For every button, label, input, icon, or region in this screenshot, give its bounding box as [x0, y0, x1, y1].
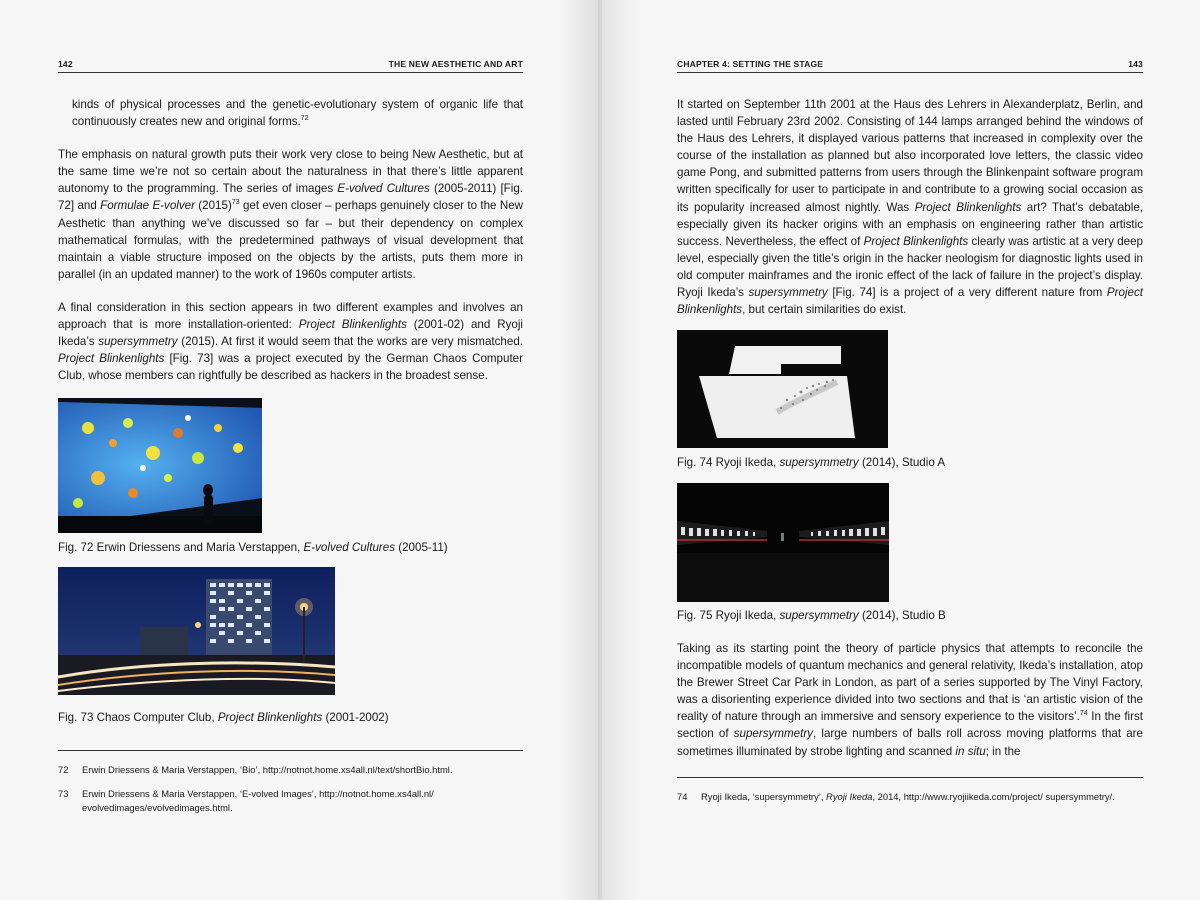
figure-74-caption [677, 455, 945, 470]
figure-74-image [677, 330, 888, 448]
header-rule [58, 72, 523, 73]
text-run: (2001-02) and Ryoji Ikeda’s [58, 318, 524, 349]
italic-run: Project Blinkenlights [58, 352, 165, 366]
footnotes [58, 763, 523, 825]
footnote-rule [58, 750, 523, 751]
italic-run: Project Blinkenlights [298, 318, 407, 332]
footnote-ref: 72 [300, 115, 309, 123]
text-run: , 2014, http://www.ryojiikeda.com/project/ supersymmetry/. [872, 791, 1115, 802]
footnote-text [701, 790, 1143, 805]
italic-run: supersymmetry [733, 727, 813, 741]
text-run: Taking as its starting point the theory of particle physics that attempts to reconcile the incompatible models of quantum mechanics and general relativity, Ikeda’s installation, atop the Brewer Street Car Park in London, as part of a series supported by The Vinyl Factory, was a disorienting experience divided into two sections and that is ‘an artistic vision of the reality of nature through an immersive and sensory experience to the visitors’. [677, 642, 1143, 724]
text-run: (2014), Studio B [858, 609, 946, 622]
figure-73-caption [58, 710, 389, 725]
gutter-shadow [560, 0, 600, 900]
text-run: Fig. 75 Ryoji Ikeda, [677, 609, 780, 622]
footnote [58, 787, 523, 816]
body-text [58, 96, 523, 400]
text-run: It started on September 11th 2001 at the Haus des Lehrers in Alexanderplatz, Berlin, and lasted until February 23rd 2002. Consisting of 144 lamps arranged behind the windows of the Haus des Lehrers, it displayed various patterns that increased in complexity over the course of the installation as planned but also incorporated love letters, the classic video game Pong, and submitted patterns from users through the Blinkenpaint software program written specifically for user to participate in and contribute to a growing social occasion as its popularity increased almost nightly. Was [677, 98, 1143, 214]
text-run: A final consideration in this section appears in two different examples and involves an approach that is more installation-oriented: [58, 300, 523, 332]
footnote-rule [677, 777, 1143, 778]
italic-run: E-volved Cultures [337, 182, 430, 196]
italic-run: Project Blinkenlights [217, 711, 323, 724]
text-run: (2014), Studio A [858, 456, 946, 469]
paragraph [72, 96, 523, 130]
figure-73-image [58, 567, 335, 695]
italic-run: supersymmetry [779, 456, 859, 469]
text-run: [Fig. 74] is a project of a very different nature from [827, 286, 1107, 300]
footnote-number: 74 [677, 791, 688, 802]
text-run: kinds of physical processes and the genetic-evolutionary system of organic life that continuously creates new and original forms. [72, 98, 523, 129]
figure-75-caption [677, 608, 946, 623]
paragraph [677, 96, 1143, 318]
paragraph [58, 146, 523, 283]
footnote-text: Erwin Driessens & Maria Verstappen, ‘Bio’, http://notnot.home.xs4all.nl/text/shortBio.html. [82, 764, 453, 775]
page-number: 142 [58, 59, 73, 69]
italic-run: E-volved Cultures [303, 541, 396, 554]
text-run: Fig. 73 Chaos Computer Club, [58, 711, 218, 724]
text-run: , large numbers of balls roll across moving platforms that are sometimes illuminated by strobe lighting and scanned [677, 727, 1143, 758]
footnote-number: 72 [58, 764, 69, 775]
footnote-ref: 74 [1079, 710, 1088, 718]
text-run: The emphasis on natural growth puts their work very close to being New Aesthetic, but at the same time we’re not so certain about the naturalness in that there’s little apparent autonomy to the programming. The series of images [58, 148, 523, 196]
italic-run: Project Blinkenlights [677, 286, 1143, 317]
running-title: THE NEW AESTHETIC AND ART [388, 59, 523, 69]
italic-run: Project Blinkenlights [863, 234, 969, 248]
footnote [677, 790, 1143, 805]
italic-run: Ryoji Ikeda [826, 791, 873, 802]
text-run: Ryoji Ikeda, ‘supersymmetry’, [701, 791, 827, 802]
right-page [602, 0, 1200, 900]
figure-72-image [58, 398, 262, 533]
footnotes [677, 790, 1143, 814]
body-text [677, 96, 1143, 334]
text-run: (2015). At first it would seem that the works are very mismatched. [177, 335, 523, 349]
left-page [0, 0, 598, 900]
figure-72-caption [58, 540, 448, 555]
text-run: Fig. 72 Erwin Driessens and Maria Verstappen, [58, 541, 304, 554]
header-rule [677, 72, 1143, 73]
text-run: [Fig. 73] was a project executed by the German Chaos Computer Club, whose members can rightfully be described as hackers in the broadest sense. [58, 352, 523, 383]
text-run: , but certain similarities do exist. [742, 303, 907, 317]
italic-run: supersymmetry [98, 335, 178, 349]
paragraph [677, 640, 1143, 760]
text-run: (2001-2002) [322, 711, 389, 724]
footnote-text: Erwin Driessens & Maria Verstappen, ‘E-volved Images’, http://notnot.home.xs4all.nl/ evolvedimages/evolvedimages.html. [82, 787, 434, 813]
gutter-shadow [600, 0, 640, 900]
text-run: art? That’s debatable, especially given its hacker origins with an emphasis on engineering rather than artistic success. Nevertheless, the effect of [677, 200, 1143, 248]
italic-run: supersymmetry [779, 609, 859, 622]
italic-run: in situ [955, 744, 986, 758]
footnote-ref: 73 [231, 199, 240, 207]
italic-run: supersymmetry [748, 286, 828, 300]
text-run: In the first section of [677, 710, 1143, 741]
text-run: get even closer – perhaps genuinely closer to the New Aesthetic than anything we’ve discussed so far – but their dependency on complex mathematical formulas, with the predetermined pathways of visual development that maintain a viable structure imposed on the objects by the artists, puts them more in parallel (in an updated manner) to the work of 1960s computer artists. [58, 199, 524, 281]
text-run: (2005-2011) [Fig. 72] and [58, 182, 523, 213]
figure-75-image [677, 483, 889, 602]
italic-run: Formulae E-volver [100, 199, 195, 213]
text-run: (2005-11) [395, 541, 448, 554]
body-text [677, 640, 1143, 776]
text-run: clearly was artistic at a very deep level, especially given the title’s origin in the hacker neologism for diagnostic lights used in old computer mainframes and the ironic effect of the lack of failure in the project’s display. Ryoji Ikeda’s [677, 234, 1143, 300]
footnote [58, 763, 523, 778]
page-number: 143 [1128, 59, 1143, 69]
footnote-number: 73 [58, 787, 69, 799]
text-run: ; in the [985, 744, 1021, 758]
italic-run: Project Blinkenlights [914, 200, 1022, 214]
text-run: (2015) [194, 199, 232, 213]
paragraph [58, 299, 523, 384]
running-title: CHAPTER 4: SETTING THE STAGE [677, 59, 824, 69]
text-run: Fig. 74 Ryoji Ikeda, [677, 456, 780, 469]
